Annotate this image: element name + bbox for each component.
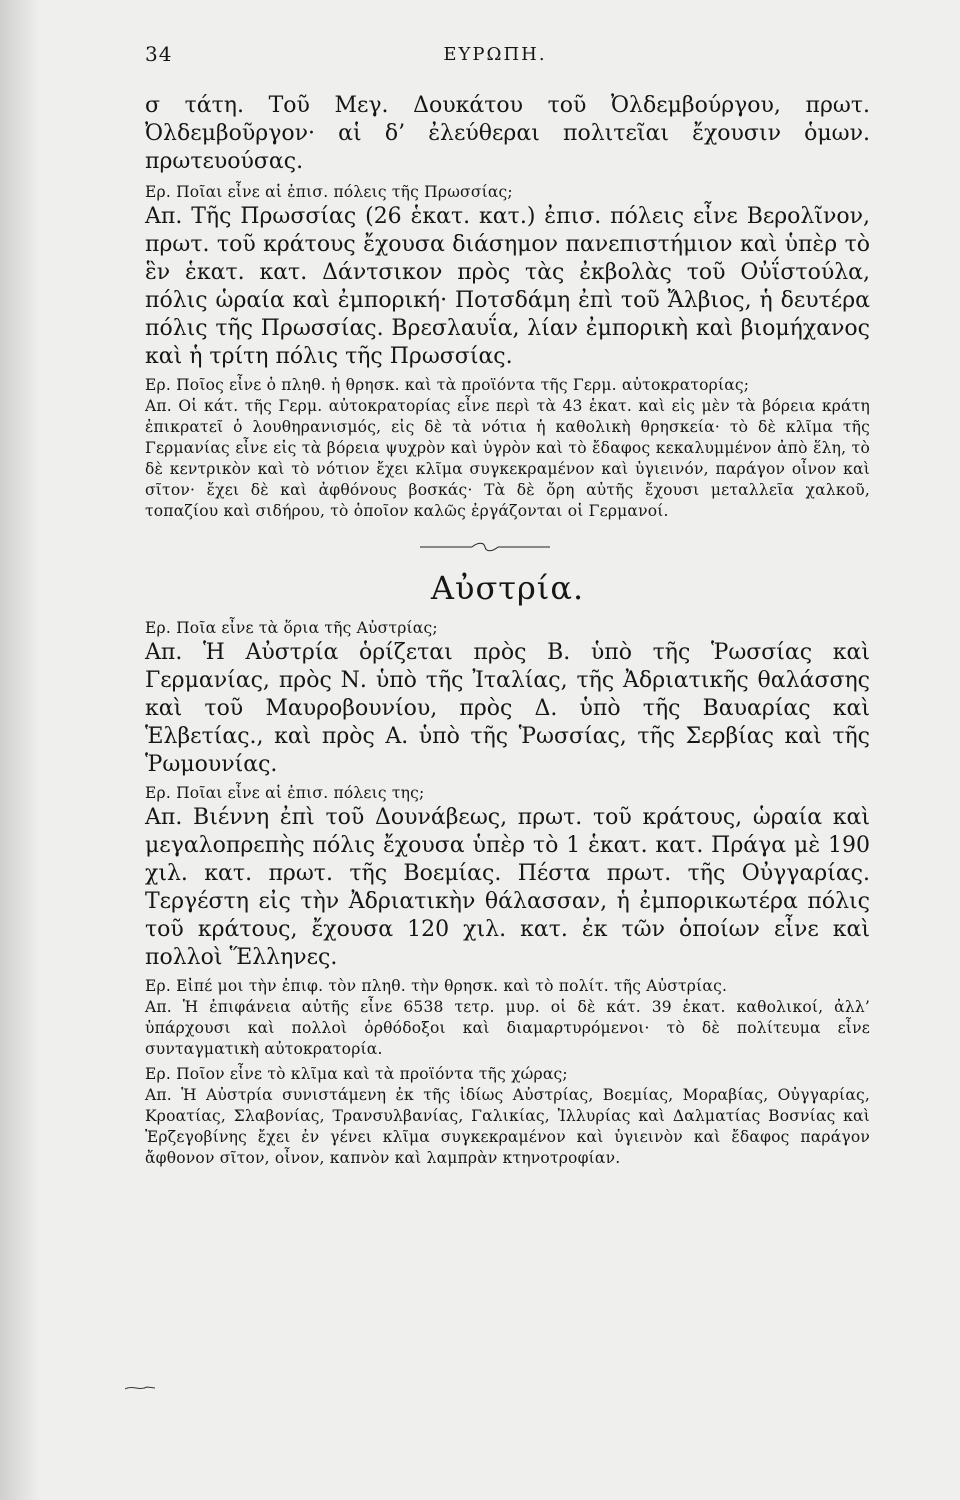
page-number: 34 xyxy=(145,42,173,66)
page-edge-shadow xyxy=(0,0,40,1500)
section-title-austria: Αὐστρία. xyxy=(430,569,585,607)
footer-flourish xyxy=(125,1385,155,1391)
page-header xyxy=(0,42,960,74)
answer-austria-area: Απ. Ἡ ἐπιφάνεια αὐτῆς εἶνε 6538 τετρ. μυρ. οἱ δὲ κάτ. 39 ἑκατ. καθολικοί, ἀλλ’ ὑπάρχουσι καὶ πολλοὶ ὀρθόδοξοι καὶ διαμαρτυρόμενοι· τὸ δὲ πολίτευμα εἶνε συνταγματικὴ αὐτοκρατορία. xyxy=(145,998,870,1058)
answer-austria-climate: Απ. Ἡ Αὐστρία συνιστάμενη ἐκ τῆς ἰδίως Αὐστρίας, Βοεμίας, Μοραβίας, Οὐγγαρίας, Κροατίας, Σλαβονίας, Τρανσυλβανίας, Γαλικίας, Ἰλλυρίας καὶ Δαλματίας Βοσνίας καὶ Ἐρζεγοβίνης ἔχει ἐν γένει κλῖμα συγκεκραμένον καὶ ὑγιεινὸν καὶ ἔδαφος παράγον ἄφθονον σῖτον, οἶνον, καπνὸν καὶ λαμπρὰν κτηνοτροφίαν. xyxy=(145,1086,870,1167)
question-germany-population: Ερ. Ποῖος εἶνε ὁ πληθ. ἡ θρησκ. καὶ τὰ προϊόντα τῆς Γερμ. αὐτοκρατορίας; xyxy=(145,376,750,394)
answer-germany-population: Απ. Οἱ κάτ. τῆς Γερμ. αὐτοκρατορίας εἶνε περὶ τὰ 43 ἑκατ. καὶ εἰς μὲν τὰ βόρεια κράτη ἐπικρατεῖ ὁ λουθηρανισμός, εἰς δὲ τὰ νότια ἡ καθολικὴ θρησκεία· τὸ δὲ κλῖμα τῆς Γερμανίας εἶνε εἰς τὰ βόρεια ψυχρὸν καὶ ὑγρὸν καὶ τὸ ἔδαφος κεκαλυμμένον ἀπὸ ἕλη, τὸ δὲ κεντρικὸν καὶ τὸ νότιον ἔχει κλῖμα συγκεκραμένον καὶ ὑγιεινόν, παράγον οἶνον καὶ σῖτον· ἔχει δὲ καὶ ἀφθόνους βοσκάς· Τὰ δὲ ὄρη αὐτῆς ἔχουσι μεταλλεῖα χαλκοῦ, τοπαζίου καὶ σιδήρου, τὸ ὁποῖον καλῶς ἐργάζονται οἱ Γερμανοί. xyxy=(145,397,870,520)
section-divider xyxy=(145,522,870,562)
question-prussia-cities: Ερ. Ποῖαι εἶνε αἱ ἐπισ. πόλεις τῆς Πρωσσίας; xyxy=(145,183,513,201)
running-title: ΕΥΡΩΠΗ. xyxy=(443,44,547,65)
question-austria-cities: Ερ. Ποῖαι εἶνε αἱ ἐπισ. πόλεις της; xyxy=(145,784,425,802)
page-body xyxy=(145,92,870,1169)
question-austria-borders: Ερ. Ποῖα εἶνε τὰ ὅρια τῆς Αὐστρίας; xyxy=(145,619,438,637)
answer-austria-cities: Απ. Βιέννη ἐπὶ τοῦ Δουνάβεως, πρωτ. τοῦ κράτους, ὡραία καὶ μεγαλοπρεπὴς πόλις ἔχουσα ὑπὲρ τὸ 1 ἑκατ. κατ. Πράγα μὲ 190 χιλ. κατ. πρωτ. τῆς Βοεμίας. Πέστα πρωτ. τῆς Οὐγγαρίας. Τεργέστη εἰς τὴν Ἀδριατικὴν θάλασσαν, ἡ ἐμπορικωτέρα πόλις τοῦ κράτους, ἔχουσα 120 χιλ. κατ. ἐκ τῶν ὁποίων εἶνε καὶ πολλοὶ Ἕλληνες. xyxy=(145,805,870,970)
question-austria-area: Ερ. Εἰπέ μοι τὴν ἐπιφ. τὸν πληθ. τὴν θρησκ. καὶ τὸ πολίτ. τῆς Αὐστρίας. xyxy=(145,977,728,995)
answer-prussia-cities: Απ. Τῆς Πρωσσίας (26 ἑκατ. κατ.) ἐπισ. πόλεις εἶνε Βερολῖνον, πρωτ. τοῦ κράτους ἔχουσα διάσημον πανεπιστήμιον καὶ ὑπὲρ τὸ ἓν ἑκατ. κατ. Δάντσικον πρὸς τὰς ἐκβολὰς τοῦ Οὐΐστούλα, πόλις ὡραία καὶ ἐμπορική· Ποτσδάμη ἐπὶ τοῦ Ἄλβιος, ἡ δευτέρα πόλις τῆς Πρωσσίας. Βρεσλαυΐα, λίαν ἐμπορικὴ καὶ βιομήχανος καὶ ἡ τρίτη πόλις τῆς Πρωσσίας. xyxy=(145,204,870,369)
paragraph-continuation: σ τάτη. Τοῦ Μεγ. Δουκάτου τοῦ Ὀλδεμβούργου, πρωτ. Ὀλδεμβοῦργον· αἱ δ’ ἐλεύθεραι πολιτεῖαι ἔχουσιν ὁμων. πρωτευούσας. xyxy=(145,93,870,174)
divider-ornament xyxy=(420,542,550,552)
answer-austria-borders: Απ. Ἡ Αὐστρία ὁρίζεται πρὸς Β. ὑπὸ τῆς Ῥωσσίας καὶ Γερμανίας, πρὸς Ν. ὑπὸ τῆς Ἰταλίας, τῆς Ἀδριατικῆς θαλάσσης καὶ τοῦ Μαυροβουνίου, πρὸς Δ. ὑπὸ τῆς Βαυαρίας καὶ Ἑλβετίας., καὶ πρὸς Α. ὑπὸ τῆς Ῥωσσίας, τῆς Σερβίας καὶ τῆς Ῥωμουνίας. xyxy=(145,640,870,777)
question-austria-climate: Ερ. Ποῖον εἶνε τὸ κλῖμα καὶ τὰ προϊόντα τῆς χώρας; xyxy=(145,1065,568,1083)
